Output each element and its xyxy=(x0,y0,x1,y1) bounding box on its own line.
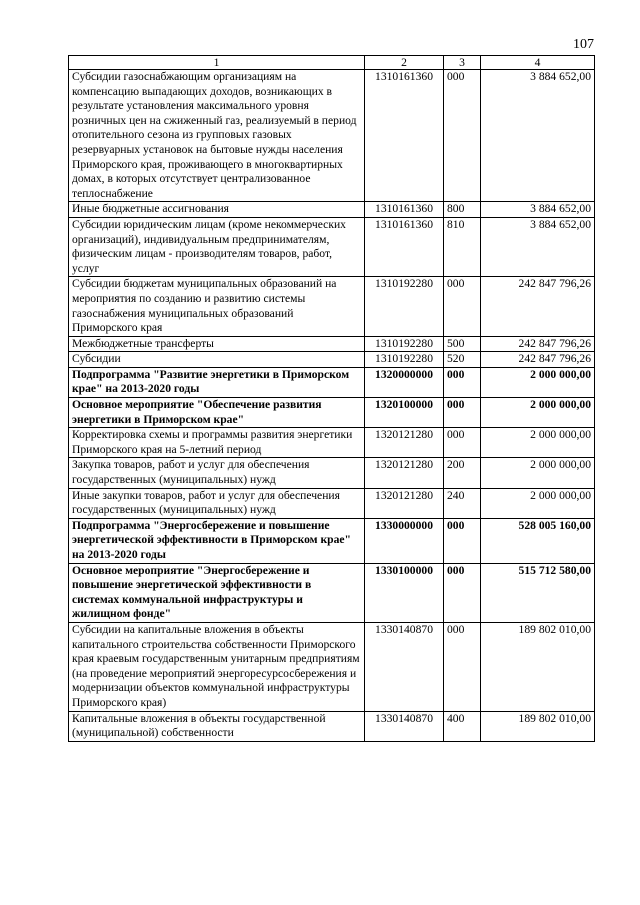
row-kvr: 000 xyxy=(444,563,481,622)
row-code: 1310161360 xyxy=(365,70,444,202)
row-code: 1310192280 xyxy=(365,277,444,336)
header-row xyxy=(69,56,595,70)
header-col-code: 2 xyxy=(365,56,444,70)
table-row xyxy=(69,352,595,368)
row-amount: 528 005 160,00 xyxy=(481,518,595,563)
row-kvr: 810 xyxy=(444,217,481,276)
row-code: 1320100000 xyxy=(365,398,444,428)
table-row-main-activity xyxy=(69,398,595,428)
row-kvr: 000 xyxy=(444,398,481,428)
row-kvr: 000 xyxy=(444,367,481,397)
row-amount: 2 000 000,00 xyxy=(481,398,595,428)
row-kvr: 800 xyxy=(444,202,481,218)
header-col-name: 1 xyxy=(69,56,365,70)
row-amount: 242 847 796,26 xyxy=(481,277,595,336)
row-name: Субсидии бюджетам муниципальных образований на мероприятия по созданию и развитию системы газоснабжения муниципальных образований Приморского края xyxy=(69,277,365,336)
table-row xyxy=(69,202,595,218)
page-number: 107 xyxy=(573,37,594,52)
row-code: 1320121280 xyxy=(365,428,444,458)
row-code: 1330140870 xyxy=(365,622,444,711)
row-amount: 242 847 796,26 xyxy=(481,352,595,368)
row-amount: 515 712 580,00 xyxy=(481,563,595,622)
row-code: 1330140870 xyxy=(365,711,444,741)
row-code: 1310192280 xyxy=(365,352,444,368)
table-row xyxy=(69,428,595,458)
table-row xyxy=(69,70,595,202)
header-col-amount: 4 xyxy=(481,56,595,70)
row-code: 1310161360 xyxy=(365,217,444,276)
row-name: Иные бюджетные ассигнования xyxy=(69,202,365,218)
header-col-kvr: 3 xyxy=(444,56,481,70)
table-header xyxy=(69,56,595,70)
table-row xyxy=(69,488,595,518)
row-name: Подпрограмма "Энергосбережение и повышение энергетической эффективности в Приморском крае" на 2013-2020 годы xyxy=(69,518,365,563)
row-kvr: 000 xyxy=(444,622,481,711)
row-kvr: 500 xyxy=(444,336,481,352)
row-code: 1320121280 xyxy=(365,458,444,488)
row-code: 1320000000 xyxy=(365,367,444,397)
row-amount: 189 802 010,00 xyxy=(481,622,595,711)
table-row xyxy=(69,217,595,276)
row-name: Основное мероприятие "Обеспечение развития энергетики в Приморском крае" xyxy=(69,398,365,428)
table-row xyxy=(69,711,595,741)
row-amount: 2 000 000,00 xyxy=(481,428,595,458)
row-kvr: 200 xyxy=(444,458,481,488)
row-amount: 242 847 796,26 xyxy=(481,336,595,352)
row-name: Основное мероприятие "Энергосбережение и повышение энергетической эффективности в системах коммунальной инфраструктуры и жилищном фонде" xyxy=(69,563,365,622)
row-code: 1330000000 xyxy=(365,518,444,563)
row-name: Субсидии юридическим лицам (кроме некоммерческих организаций), индивидуальным предпринимателям, физическим лицам - производителям товаров, работ, услуг xyxy=(69,217,365,276)
table-row xyxy=(69,458,595,488)
budget-table xyxy=(68,55,595,742)
table-row-subprogram xyxy=(69,367,595,397)
row-amount: 3 884 652,00 xyxy=(481,217,595,276)
row-code: 1320121280 xyxy=(365,488,444,518)
row-name: Иные закупки товаров, работ и услуг для обеспечения государственных (муниципальных) нужд xyxy=(69,488,365,518)
row-code: 1310161360 xyxy=(365,202,444,218)
row-name: Субсидии на капитальные вложения в объекты капитального строительства собственности Приморского края краевым государственным унитарным предприятиям (на проведение мероприятий энергоресурсосбережения и модернизации объектов коммунальной инфраструктуры Приморского края) xyxy=(69,622,365,711)
row-amount: 3 884 652,00 xyxy=(481,70,595,202)
row-amount: 189 802 010,00 xyxy=(481,711,595,741)
row-kvr: 000 xyxy=(444,70,481,202)
table-row xyxy=(69,277,595,336)
row-name: Субсидии xyxy=(69,352,365,368)
table-body xyxy=(69,70,595,742)
row-amount: 3 884 652,00 xyxy=(481,202,595,218)
row-name: Корректировка схемы и программы развития энергетики Приморского края на 5-летний период xyxy=(69,428,365,458)
table-row xyxy=(69,336,595,352)
row-name: Капитальные вложения в объекты государственной (муниципальной) собственности xyxy=(69,711,365,741)
row-kvr: 000 xyxy=(444,428,481,458)
row-name: Подпрограмма "Развитие энергетики в Приморском крае" на 2013-2020 годы xyxy=(69,367,365,397)
row-kvr: 000 xyxy=(444,518,481,563)
row-name: Межбюджетные трансферты xyxy=(69,336,365,352)
row-kvr: 240 xyxy=(444,488,481,518)
row-kvr: 400 xyxy=(444,711,481,741)
row-amount: 2 000 000,00 xyxy=(481,458,595,488)
row-code: 1310192280 xyxy=(365,336,444,352)
row-kvr: 520 xyxy=(444,352,481,368)
table-row-subprogram xyxy=(69,518,595,563)
row-name: Закупка товаров, работ и услуг для обеспечения государственных (муниципальных) нужд xyxy=(69,458,365,488)
row-amount: 2 000 000,00 xyxy=(481,488,595,518)
row-code: 1330100000 xyxy=(365,563,444,622)
row-name: Субсидии газоснабжающим организациям на компенсацию выпадающих доходов, возникающих в результате установления максимального уровня розничных цен на сжиженный газ, реализуемый в период отопительного сезона из групповых газовых резервуарных установок на бытовые нужды населения Приморского края, проживающего в многоквартирных домах, в которых отсутствует централизованное теплоснабжение xyxy=(69,70,365,202)
table-row-main-activity xyxy=(69,563,595,622)
table-row xyxy=(69,622,595,711)
row-amount: 2 000 000,00 xyxy=(481,367,595,397)
row-kvr: 000 xyxy=(444,277,481,336)
